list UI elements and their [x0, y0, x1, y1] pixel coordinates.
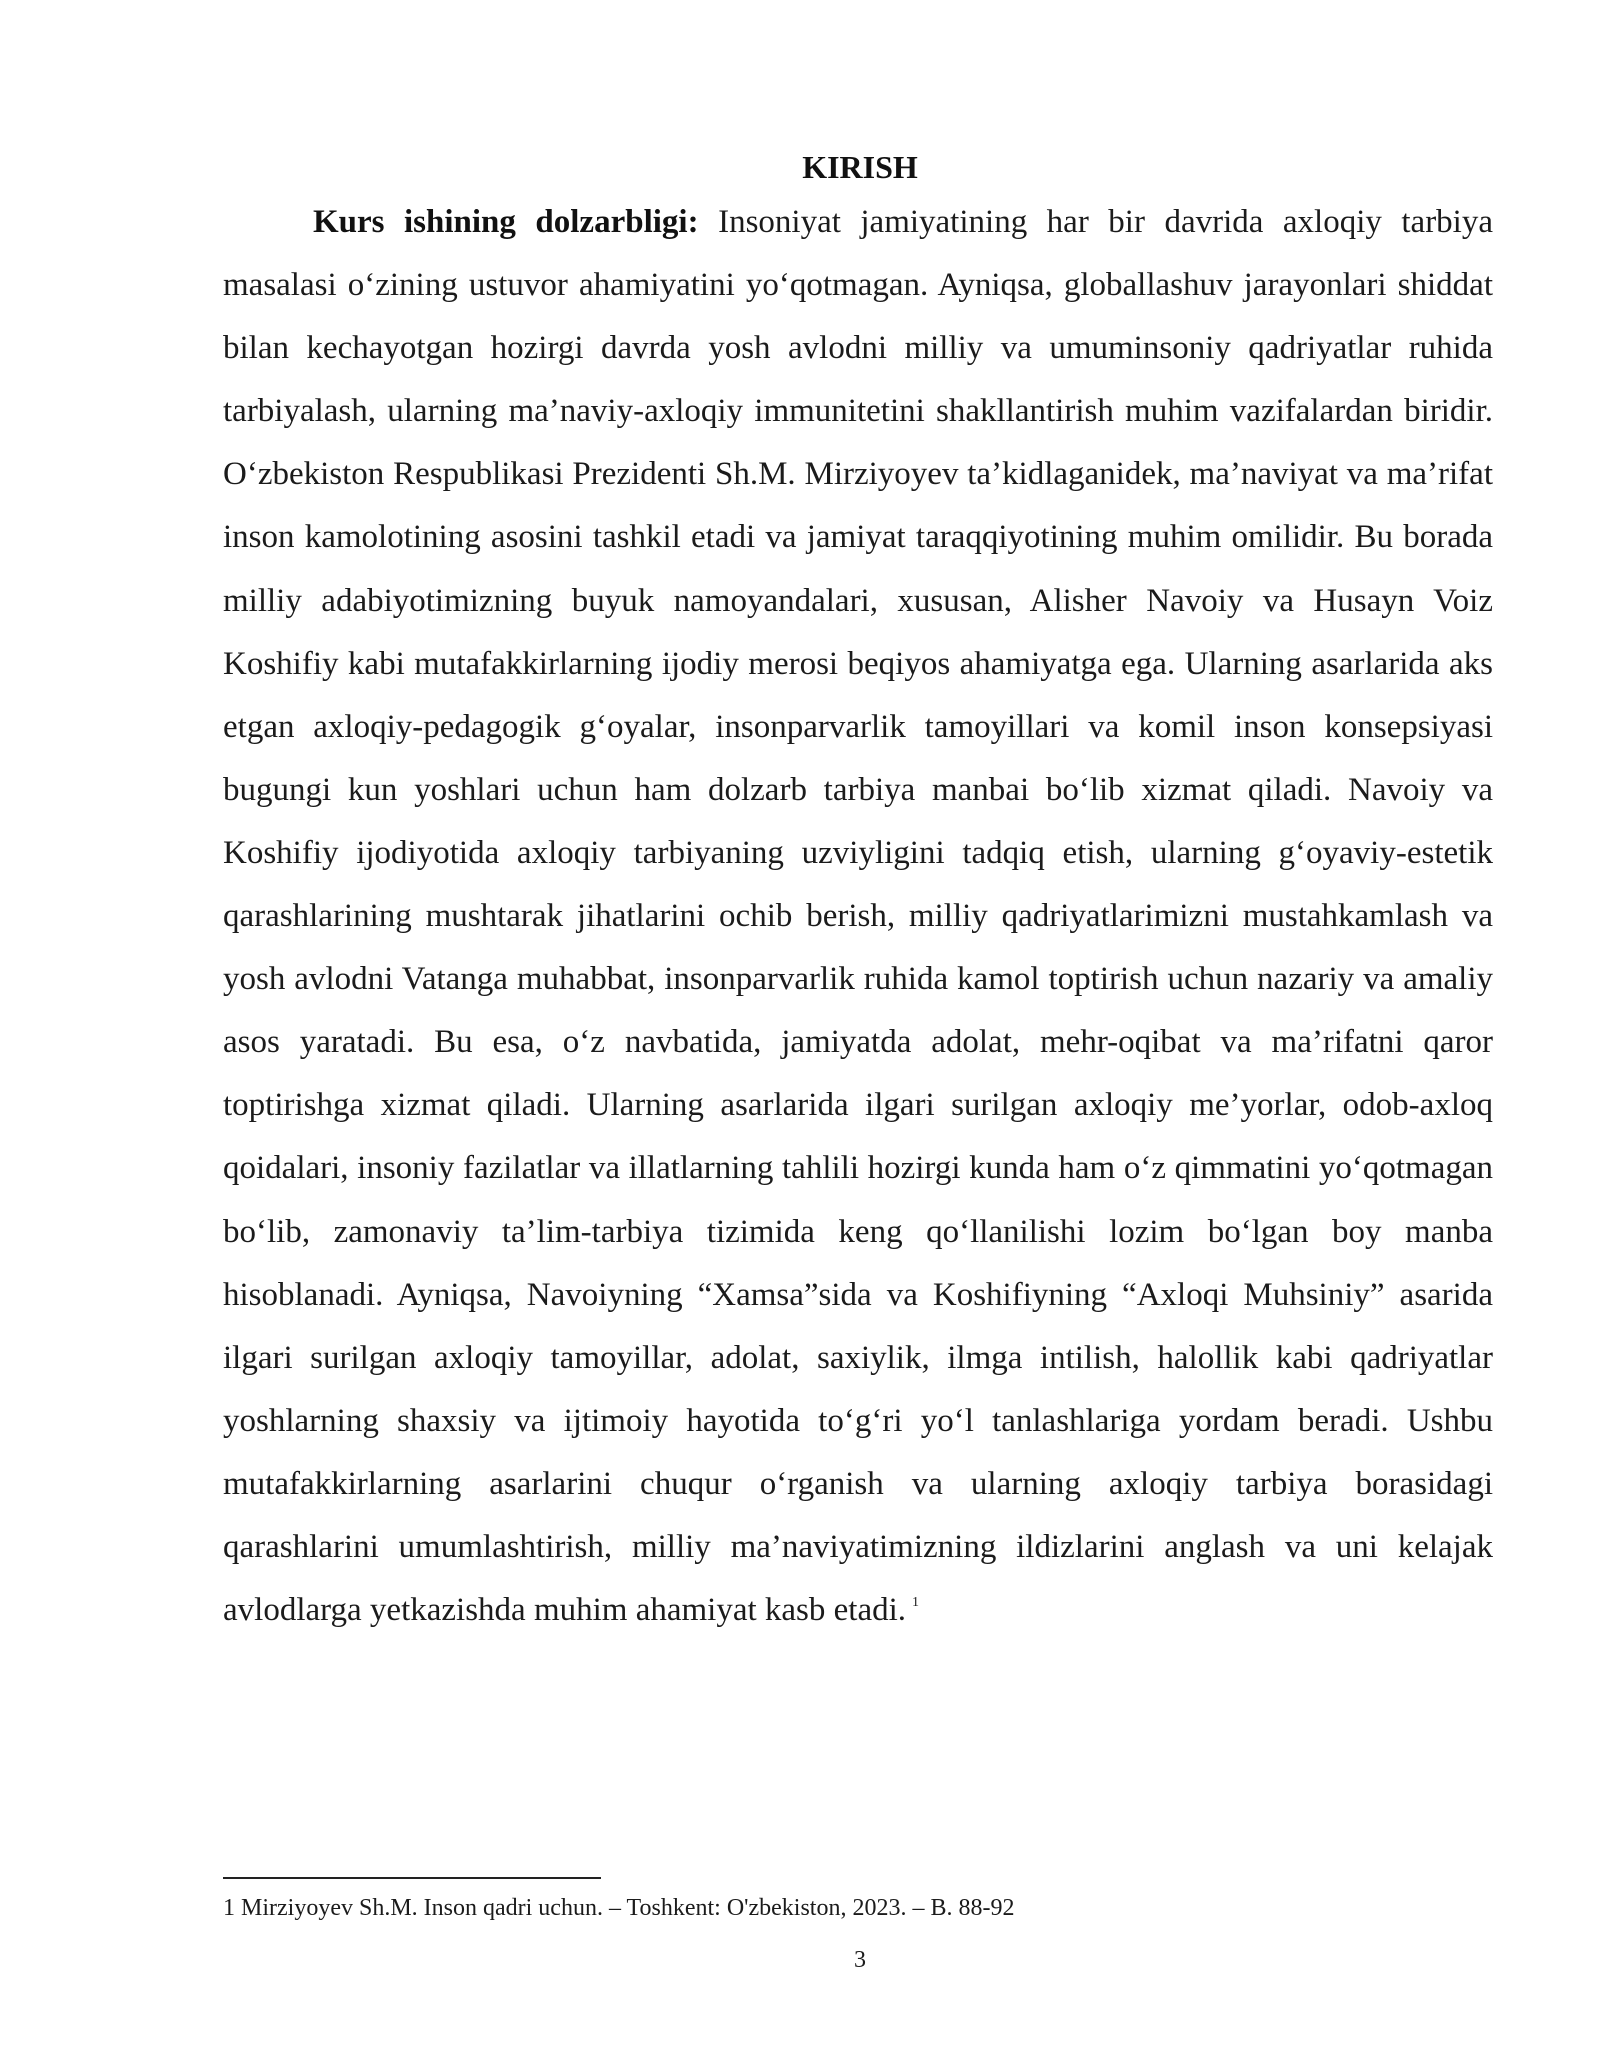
- footnote: 1 Mirziyoyev Sh.M. Inson qadri uchun. – Toshkent: O'zbekiston, 2023. – B. 88-92: [223, 1895, 1015, 1921]
- paragraph-lead: Kurs ishining dolzarbligi:: [313, 204, 699, 240]
- footnote-separator: [223, 1877, 601, 1879]
- section-heading: KIRISH: [802, 149, 918, 185]
- footnote-reference: 1: [912, 1595, 920, 1611]
- page-number: 3: [854, 1947, 866, 1973]
- body-paragraph: [223, 191, 1493, 1642]
- paragraph-text: Insoniyat jamiyatining har bir davrida axloqiy tarbiya masalasi o‘zining ustuvor ahamiyatini yo‘qotmagan. Ayniqsa, globallashuv jarayonlari shiddat bilan kechayotgan hozirgi davrda yosh avlodni milliy va umuminsoniy qadriyatlar ruhida tarbiyalash, ularning ma’naviy-axloqiy immunitetini shakllantirish muhim vazifalardan biridir. O‘zbekiston Respublikasi Prezidenti Sh.M. Mirziyoyev ta’kidlaganidek, ma’naviyat va ma’rifat inson kamolotining asosini tashkil etadi va jamiyat taraqqiyotining muhim omilidir. Bu borada milliy adabiyotimizning buyuk namoyandalari, xususan, Alisher Navoiy va Husayn Voiz Koshifiy kabi mutafakkirlarning ijodiy merosi beqiyos ahamiyatga ega. Ularning asarlarida aks etgan axloqiy-pedagogik g‘oyalar, insonparvarlik tamoyillari va komil inson konsepsiyasi bugungi kun yoshlari uchun ham dolzarb tarbiya manbai bo‘lib xizmat qiladi. Navoiy va Koshifiy ijodiyotida axloqiy tarbiyaning uzviyligini tadqiq etish, ularning g‘oyaviy-estetik qarashlarining mushtarak jihatlarini ochib berish, milliy qadriyatlarimizni mustahkamlash va yosh avlodni Vatanga muhabbat, insonparvarlik ruhida kamol toptirish uchun nazariy va amaliy asos yaratadi. Bu esa, o‘z navbatida, jamiyatda adolat, mehr-oqibat va ma’rifatni qaror toptirishga xizmat qiladi. Ularning asarlarida ilgari surilgan axloqiy me’yorlar, odob-axloq qoidalari, insoniy fazilatlar va illatlarning tahlili hozirgi kunda ham o‘z qimmatini yo‘qotmagan bo‘lib, zamonaviy ta’lim-tarbiya tizimida keng qo‘llanilishi lozim bo‘lgan boy manba hisoblanadi. Ayniqsa, Navoiyning “Xamsa”sida va Koshifiyning “Axloqi Muhsiniy” asarida ilgari surilgan axloqiy tamoyillar, adolat, saxiylik, ilmga intilish, halollik kabi qadriyatlar yoshlarning shaxsiy va ijtimoiy hayotida to‘g‘ri yo‘l tanlashlariga yordam beradi. Ushbu mutafakkirlarning asarlarini chuqur o‘rganish va ularning axloqiy tarbiya borasidagi qarashlarini umumlashtirish, milliy ma’naviyatimizning ildizlarini anglash va uni kelajak avlodlarga yetkazishda muhim ahamiyat kasb etadi.: [223, 204, 1493, 1629]
